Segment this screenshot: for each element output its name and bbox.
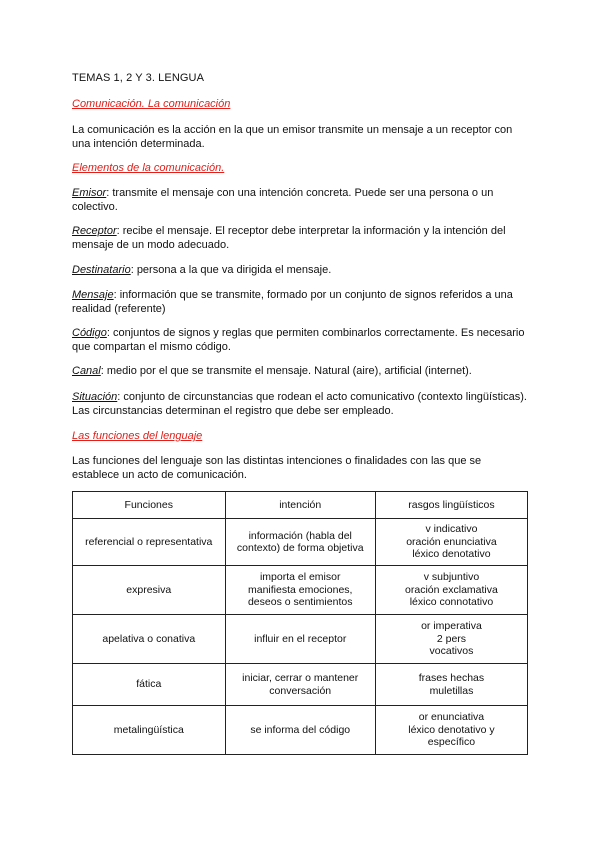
cell-line: v indicativo bbox=[425, 523, 478, 536]
paragraph-comunicacion: La comunicación es la acción en la que un emisor transmite un mensaje a un receptor con una intención determinada. bbox=[72, 124, 513, 150]
cell-rasgos bbox=[375, 566, 527, 615]
element-canal bbox=[72, 365, 528, 379]
heading-elementos: Elementos de la comunicación. bbox=[72, 162, 225, 174]
cell-line: or imperativa bbox=[421, 620, 482, 633]
term-label: Canal bbox=[72, 365, 101, 377]
cell-line: influir en el receptor bbox=[254, 632, 347, 645]
term-definition: : persona a la que va dirigida el mensaje. bbox=[130, 264, 332, 276]
term-definition: : conjunto de circunstancias que rodean el acto comunicativo (contexto lingüísticas). Las circunstancias determinan el registro que debe ser empleado. bbox=[72, 391, 527, 417]
cell-line: deseos o sentimientos bbox=[247, 596, 353, 609]
funciones-table bbox=[72, 491, 528, 755]
document-title: TEMAS 1, 2 Y 3. LENGUA bbox=[72, 72, 205, 84]
heading-comunicacion: Comunicación. La comunicación bbox=[72, 98, 231, 110]
cell-funcion: fática bbox=[73, 664, 226, 706]
cell-rasgos bbox=[375, 615, 527, 664]
cell-line: manifiesta emociones, bbox=[247, 583, 353, 596]
cell-line: muletillas bbox=[429, 684, 474, 697]
element-receptor bbox=[72, 225, 528, 252]
cell-line: léxico denotativo y bbox=[408, 723, 495, 736]
paragraph-funciones: Las funciones del lenguaje son las distintas intenciones o finalidades con las que se establece un acto de comunicación. bbox=[72, 455, 482, 481]
cell-line: contexto) de forma objetiva bbox=[236, 542, 364, 554]
cell-line: conversación bbox=[269, 684, 332, 697]
term-definition: : transmite el mensaje con una intención concreta. Puede ser una persona o un colectivo. bbox=[72, 187, 494, 213]
term-definition: : conjuntos de signos y reglas que permiten combinarlos correctamente. Es necesario que compartan el mismo código. bbox=[72, 327, 525, 353]
column-header: rasgos lingüísticos bbox=[375, 492, 527, 519]
cell-funcion: apelativa o conativa bbox=[73, 615, 226, 664]
cell-rasgos bbox=[375, 519, 527, 566]
term-label: Situación bbox=[72, 391, 118, 403]
cell-line: 2 pers bbox=[436, 632, 467, 645]
heading-funciones: Las funciones del lenguaje bbox=[72, 430, 203, 442]
cell-intencion bbox=[225, 664, 375, 706]
cell-line: léxico connotativo bbox=[409, 596, 494, 609]
cell-funcion: metalingüística bbox=[73, 706, 226, 755]
cell-line: oración enunciativa bbox=[406, 535, 497, 548]
cell-intencion bbox=[225, 615, 375, 664]
element-destinatario bbox=[72, 264, 528, 278]
column-header: Funciones bbox=[73, 492, 226, 519]
term-definition: : información que se transmite, formado por un conjunto de signos referidos a una realidad (referente) bbox=[72, 289, 513, 315]
element-codigo bbox=[72, 327, 528, 354]
cell-line: vocativos bbox=[429, 645, 474, 658]
element-emisor bbox=[72, 187, 528, 214]
cell-line: oración exclamativa bbox=[405, 583, 498, 596]
table-row bbox=[73, 566, 528, 615]
term-label: Destinatario bbox=[72, 264, 131, 276]
cell-line: frases hechas bbox=[418, 672, 485, 684]
cell-rasgos bbox=[375, 706, 527, 755]
cell-intencion bbox=[225, 706, 375, 755]
cell-funcion: referencial o representativa bbox=[73, 519, 226, 566]
cell-line: v subjuntivo bbox=[423, 571, 480, 584]
table-row bbox=[73, 664, 528, 706]
cell-intencion bbox=[225, 519, 375, 566]
cell-line: or enunciativa bbox=[418, 711, 485, 724]
term-definition: : recibe el mensaje. El receptor debe interpretar la información y la intención del mensaje de un modo adecuado. bbox=[72, 225, 506, 251]
term-label: Receptor bbox=[72, 225, 117, 237]
table-header-row bbox=[73, 492, 528, 519]
cell-intencion bbox=[225, 566, 375, 615]
term-label: Código bbox=[72, 327, 107, 339]
cell-funcion: expresiva bbox=[73, 566, 226, 615]
cell-line: se informa del código bbox=[250, 723, 351, 736]
cell-line: léxico denotativo bbox=[412, 548, 491, 561]
element-mensaje bbox=[72, 289, 528, 316]
term-label: Mensaje bbox=[72, 289, 114, 301]
cell-line: específico bbox=[427, 736, 476, 749]
cell-line: información (habla del bbox=[248, 529, 352, 542]
column-header: intención bbox=[225, 492, 375, 519]
term-label: Emisor bbox=[72, 187, 107, 199]
table-row bbox=[73, 706, 528, 755]
table-row bbox=[73, 519, 528, 566]
cell-line: importa el emisor bbox=[259, 571, 341, 584]
cell-line: iniciar, cerrar o mantener bbox=[242, 672, 359, 684]
term-definition: : medio por el que se transmite el mensaje. Natural (aire), artificial (internet). bbox=[100, 365, 472, 377]
cell-rasgos bbox=[375, 664, 527, 706]
table-row bbox=[73, 615, 528, 664]
element-situacion bbox=[72, 391, 528, 418]
